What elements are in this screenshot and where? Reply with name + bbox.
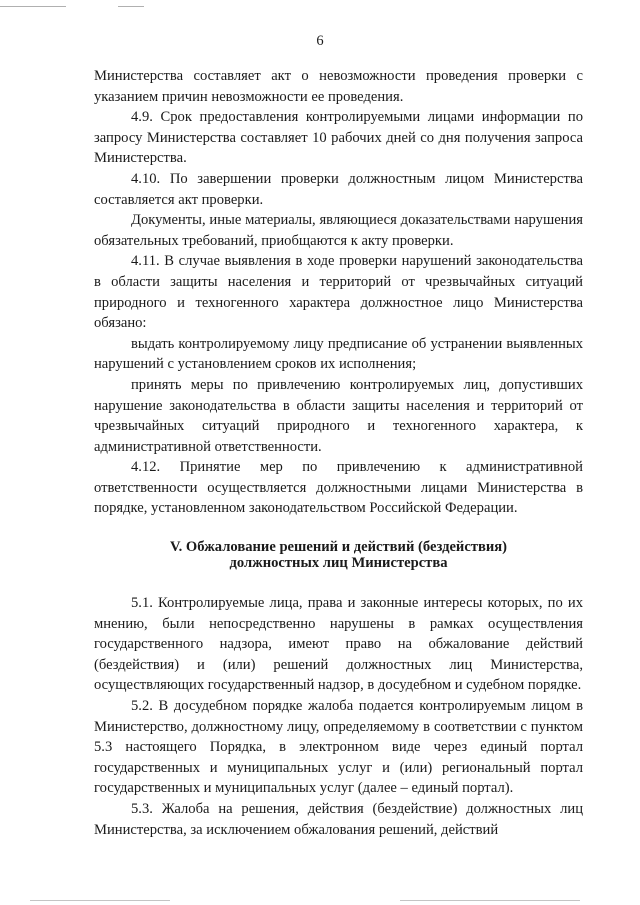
paragraph-4-12: 4.12. Принятие мер по привлечению к административной ответственности осуществляется должностными лицами Министерства в порядке, установленном законодательством Российской Федерации. (94, 459, 583, 517)
section-heading (94, 539, 583, 571)
paragraph-5-3: 5.3. Жалоба на решения, действия (бездействие) должностных лиц Министерства, за исключением обжалования решений, действий (94, 801, 583, 838)
paragraph-issue-order: выдать контролируемому лицу предписание об устранении выявленных нарушений с установлением сроков их исполнения; (94, 335, 583, 373)
paragraph-4-10: 4.10. По завершении проверки должностным лицом Министерства составляется акт проверки. (94, 170, 583, 208)
scan-edge-line (118, 6, 144, 7)
scan-edge-line (30, 900, 170, 901)
page-number: 6 (316, 33, 324, 49)
paragraph-take-measures: принять меры по привлечению контролируемых лиц, допустивших нарушение законодательства в области защиты населения и территорий от чрезвычайных ситуаций природного и техногенного характера, к административной ответственности. (94, 376, 583, 455)
paragraph-4-9: 4.9. Срок предоставления контролируемыми лицами информации по запросу Министерства составляет 10 рабочих дней со дня получения запроса Министерства. (94, 109, 583, 167)
paragraph-documents: Документы, иные материалы, являющиеся доказательствами нарушения обязательных требований, приобщаются к акту проверки. (94, 212, 583, 249)
scan-edge-line (0, 6, 66, 7)
paragraph-4-11: 4.11. В случае выявления в ходе проверки нарушений законодательства в области защиты населения и территорий от чрезвычайных ситуаций природного и техногенного характера должностное лицо Министерства обязано: (94, 253, 583, 332)
section-heading-line: V. Обжалование решений и действий (бездействия) (169, 539, 508, 556)
scan-edge-line (400, 900, 580, 901)
paragraph-5-1: 5.1. Контролируемые лица, права и законные интересы которых, по их мнению, были непосредственно нарушены в рамках осуществления государственного надзора, имеют право на обжалование действий (бездействия) и (или) решений должностных лиц Министерства, осуществляющих государственный надзор, в досудебном и судебном порядке. (94, 595, 583, 694)
document-body (94, 66, 583, 840)
paragraph-continuation: Министерства составляет акт о невозможности проведения проверки с указанием причин невозможности ее проведения. (94, 68, 583, 105)
section-heading-line: должностных лиц Министерства (229, 555, 448, 572)
paragraph-5-2: 5.2. В досудебном порядке жалоба подается контролируемым лицом в Министерство, должностному лицу, определяемому в соответствии с пунктом 5.3 настоящего Порядка, в электронном виде через единый портал государственных и муниципальных услуг и (или) региональный портал государственных и муниципальных услуг (далее – единый портал). (94, 698, 583, 797)
